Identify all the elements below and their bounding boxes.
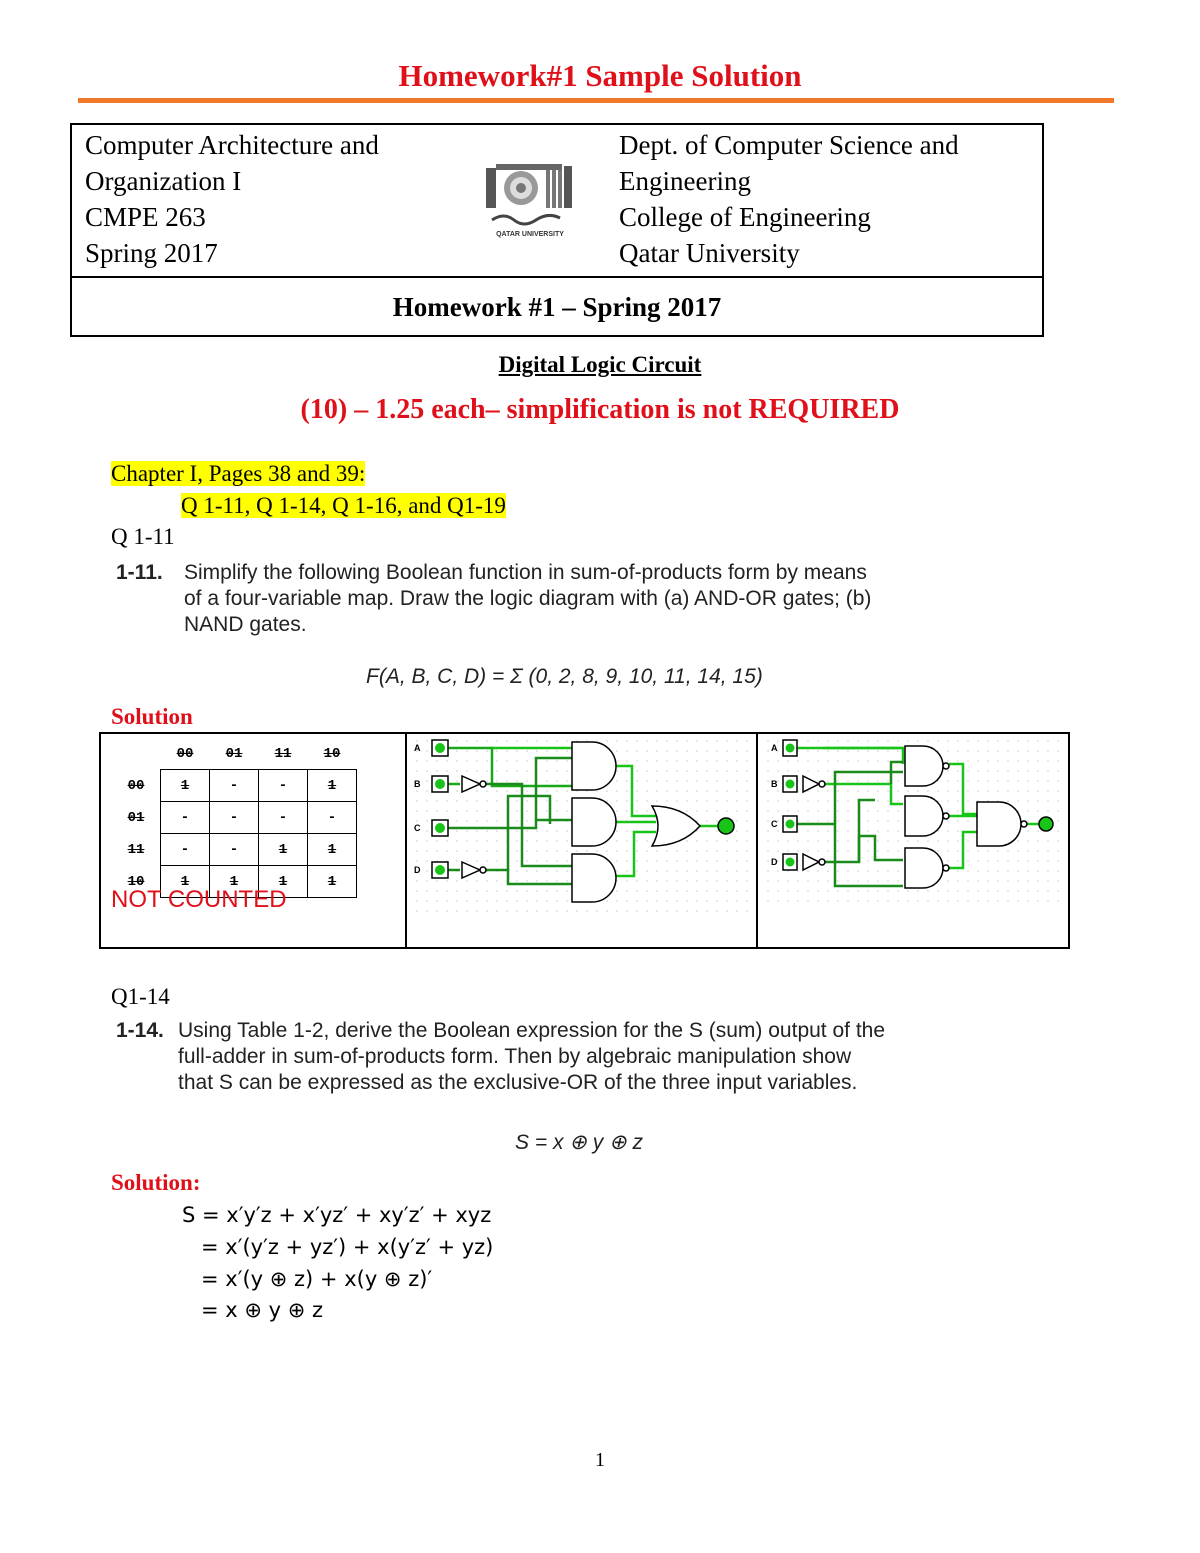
kmap-row: [112, 770, 357, 802]
solution-step: = x′(y′z + yz′) + x(y′z′ + yz): [201, 1235, 494, 1259]
dept-line: Dept. of Computer Science and: [619, 130, 959, 160]
problem-line: NAND gates.: [184, 613, 307, 636]
problem-text: [116, 560, 1026, 638]
and-gate-3: [572, 854, 616, 902]
nand-gate-2: [905, 796, 943, 836]
kmap-cell: 1: [259, 834, 308, 866]
solution-step: = x ⊕ y ⊕ z: [201, 1298, 324, 1322]
nand-gate-1: [905, 746, 943, 786]
problem-number: 1-11.: [116, 561, 163, 584]
header-divider: [70, 276, 1044, 278]
course-line: Spring 2017: [85, 238, 218, 268]
and-gate-2: [572, 798, 616, 846]
kmap-cell: -: [161, 834, 210, 866]
nand-circuit-diagram: [763, 736, 1063, 906]
not-counted-note: NOT COUNTED: [111, 886, 287, 913]
kmap-cell: 1: [308, 834, 357, 866]
input-label-c: C: [414, 823, 421, 833]
question-list-text: Q 1-11, Q 1-14, Q 1-16, and Q1-19: [181, 493, 506, 518]
solution-label: Solution:: [111, 1170, 201, 1195]
input-label-b: B: [771, 779, 778, 789]
problem-formula: S = x ⊕ y ⊕ z: [515, 1131, 643, 1154]
chapter-text: Chapter I, Pages 38 and 39:: [111, 461, 366, 486]
kmap-col-header: 01: [225, 745, 243, 762]
output-pin: [1039, 817, 1053, 831]
solution-label: Solution: [111, 704, 193, 729]
kmap-row-header: 00: [127, 777, 145, 794]
solution-step: = x′(y ⊕ z) + x(y ⊕ z)′: [201, 1267, 433, 1291]
course-line: CMPE 263: [85, 202, 206, 232]
problem-number: 1-14.: [116, 1019, 164, 1042]
course-line: Computer Architecture and: [85, 130, 379, 160]
homework-title: Homework #1 – Spring 2017: [392, 292, 722, 322]
kmap-col-header: 00: [176, 745, 194, 762]
title-rule: [78, 98, 1114, 103]
kmap-cell: -: [210, 802, 259, 834]
kmap-cell: 1: [161, 866, 210, 898]
question-label: Q 1-11: [111, 524, 175, 549]
course-info: [85, 127, 379, 271]
kmap-row-header: 10: [127, 873, 145, 890]
chapter-line: [111, 461, 365, 487]
question-label: Q1-14: [111, 984, 170, 1009]
kmap-row: [112, 834, 357, 866]
section-title: Digital Logic Circuit: [498, 352, 702, 377]
solution-step: S = x′y′z + x′yz′ + xy′z′ + xyz: [182, 1203, 492, 1227]
input-label-c: C: [771, 819, 778, 829]
input-label-d: D: [771, 857, 778, 867]
logo-wordmark: QATAR UNIVERSITY: [496, 231, 564, 238]
problem-text: [116, 1018, 1026, 1096]
kmap-cell: -: [210, 834, 259, 866]
and-gate-1: [572, 742, 616, 790]
kmap-cell: -: [259, 770, 308, 802]
problem-line: Simplify the following Boolean function in sum-of-products form by means: [184, 561, 867, 584]
kmap-cell: 1: [308, 866, 357, 898]
department-info: [619, 127, 959, 271]
problem-line: that S can be expressed as the exclusive-OR of the three input variables.: [178, 1071, 858, 1094]
problem-line: full-adder in sum-of-products form. Then by algebraic manipulation show: [178, 1045, 852, 1068]
dept-line: Qatar University: [619, 238, 800, 268]
kmap-cell: -: [210, 770, 259, 802]
kmap-row-header: 01: [127, 809, 145, 826]
points-note: (10) – 1.25 each– simplification is not REQUIRED: [300, 394, 900, 425]
kmap-col-header: 10: [323, 745, 341, 762]
input-label-a: A: [414, 743, 421, 753]
and-or-circuit-diagram: [412, 736, 750, 916]
nand-gate-3: [905, 848, 943, 888]
dept-line: College of Engineering: [619, 202, 871, 232]
input-label-d: D: [414, 865, 421, 875]
dept-line: Engineering: [619, 166, 751, 196]
kmap-cell: 1: [259, 866, 308, 898]
output-pin: [718, 818, 734, 834]
kmap-cell: -: [161, 802, 210, 834]
nand-gate-output: [977, 802, 1021, 846]
qatar-university-logo: [484, 160, 576, 240]
kmap-cell: -: [259, 802, 308, 834]
question-list: [181, 493, 506, 519]
kmap-cell: 1: [308, 770, 357, 802]
kmap-row: [112, 802, 357, 834]
page-number: 1: [595, 1449, 605, 1471]
kmap-cell: 1: [210, 866, 259, 898]
input-label-a: A: [771, 743, 778, 753]
input-label-b: B: [414, 779, 421, 789]
kmap-cell: -: [308, 802, 357, 834]
kmap-cell: 1: [161, 770, 210, 802]
table-divider: [756, 732, 758, 949]
kmap-row-header: 11: [127, 841, 145, 858]
table-divider: [405, 732, 407, 949]
problem-line: Using Table 1-2, derive the Boolean expression for the S (sum) output of the: [178, 1019, 886, 1042]
karnaugh-map: [112, 738, 357, 898]
course-line: Organization I: [85, 166, 242, 196]
problem-line: of a four-variable map. Draw the logic diagram with (a) AND-OR gates; (b): [184, 587, 872, 610]
problem-formula: F(A, B, C, D) = Σ (0, 2, 8, 9, 10, 11, 14, 15): [366, 665, 763, 688]
kmap-col-header: 11: [274, 745, 292, 762]
document-title: Homework#1 Sample Solution: [398, 58, 802, 93]
